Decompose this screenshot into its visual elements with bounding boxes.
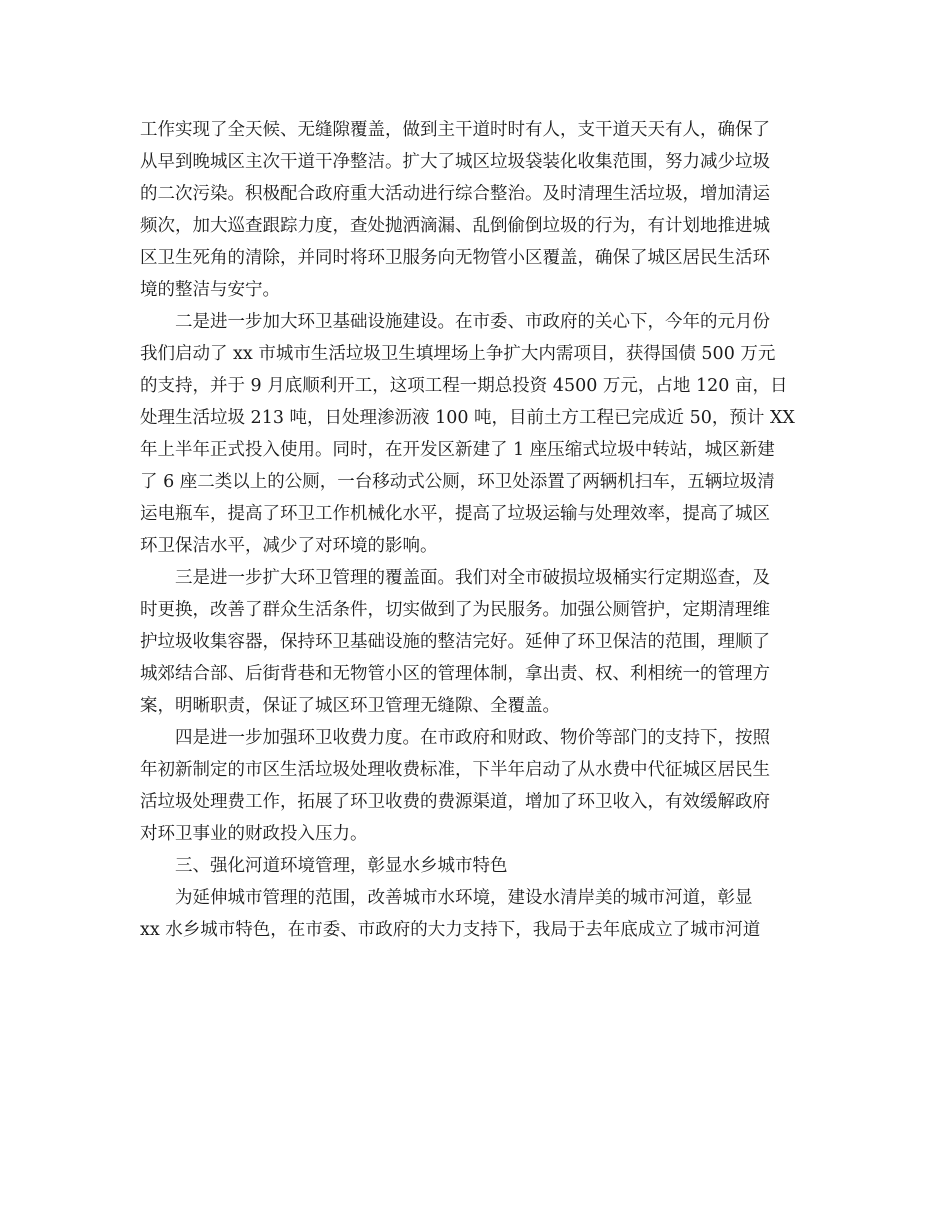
text-line: 的二次污染。积极配合政府重大活动进行综合整治。及时清理生活垃圾，增加清运 bbox=[140, 184, 770, 204]
text-line: 案，明晰职责，保证了城区环卫管理无缝隙、全覆盖。 bbox=[140, 696, 560, 716]
text-line: 三是进一步扩大环卫管理的覆盖面。我们对全市破损垃圾桶实行定期巡查，及 bbox=[140, 568, 770, 588]
text-line: 护垃圾收集容器，保持环卫基础设施的整洁完好。延伸了环卫保洁的范围，理顺了 bbox=[140, 632, 770, 652]
text-line: 频次，加大巡查跟踪力度，查处抛洒滴漏、乱倒偷倒垃圾的行为，有计划地推进城 bbox=[140, 216, 770, 236]
text-line: 年上半年正式投入使用。同时，在开发区新建了 1 座压缩式垃圾中转站，城区新建 bbox=[140, 440, 775, 460]
text-line: 四是进一步加强环卫收费力度。在市政府和财政、物价等部门的支持下，按照 bbox=[140, 728, 770, 748]
text-line: 工作实现了全天候、无缝隙覆盖，做到主干道时时有人，支干道天天有人，确保了 bbox=[140, 120, 770, 140]
text-line: 城郊结合部、后街背巷和无物管小区的管理体制，拿出责、权、利相统一的管理方 bbox=[140, 664, 770, 684]
text-line: 境的整洁与安宁。 bbox=[140, 280, 280, 300]
text-line: 的支持，并于 9 月底顺利开工，这项工程一期总投资 4500 万元，占地 120 亩，日 bbox=[140, 376, 788, 396]
text-line: 处理生活垃圾 213 吨，日处理渗沥液 100 吨，目前土方工程已完成近 50，预计 XX bbox=[140, 408, 795, 428]
section-heading: 三、强化河道环境管理，彰显水乡城市特色 bbox=[140, 856, 508, 876]
text-line: xx 水乡城市特色，在市委、市政府的大力支持下，我局于去年底成立了城市河道 bbox=[140, 920, 761, 940]
text-line: 从早到晚城区主次干道干净整洁。扩大了城区垃圾袋装化收集范围，努力减少垃圾 bbox=[140, 152, 770, 172]
text-line: 活垃圾处理费工作，拓展了环卫收费的费源渠道，增加了环卫收入，有效缓解政府 bbox=[140, 792, 770, 812]
text-line: 环卫保洁水平，减少了对环境的影响。 bbox=[140, 536, 438, 556]
text-line: 区卫生死角的清除，并同时将环卫服务向无物管小区覆盖，确保了城区居民生活环 bbox=[140, 248, 770, 268]
text-line: 了 6 座二类以上的公厕，一台移动式公厕，环卫处添置了两辆机扫车，五辆垃圾清 bbox=[140, 472, 775, 492]
text-line: 为延伸城市管理的范围，改善城市水环境，建设水清岸美的城市河道，彰显 bbox=[140, 888, 753, 908]
text-line: 年初新制定的市区生活垃圾处理收费标准，下半年启动了从水费中代征城区居民生 bbox=[140, 760, 770, 780]
text-line: 时更换，改善了群众生活条件，切实做到了为民服务。加强公厕管护，定期清理维 bbox=[140, 600, 770, 620]
text-line: 对环卫事业的财政投入压力。 bbox=[140, 824, 368, 844]
text-line: 运电瓶车，提高了环卫工作机械化水平，提高了垃圾运输与处理效率，提高了城区 bbox=[140, 504, 770, 524]
text-line: 二是进一步加大环卫基础设施建设。在市委、市政府的关心下，今年的元月份 bbox=[140, 312, 770, 332]
text-line: 我们启动了 xx 市城市生活垃圾卫生填埋场上争扩大内需项目，获得国债 500 万元 bbox=[140, 344, 776, 364]
document-body bbox=[140, 114, 800, 946]
